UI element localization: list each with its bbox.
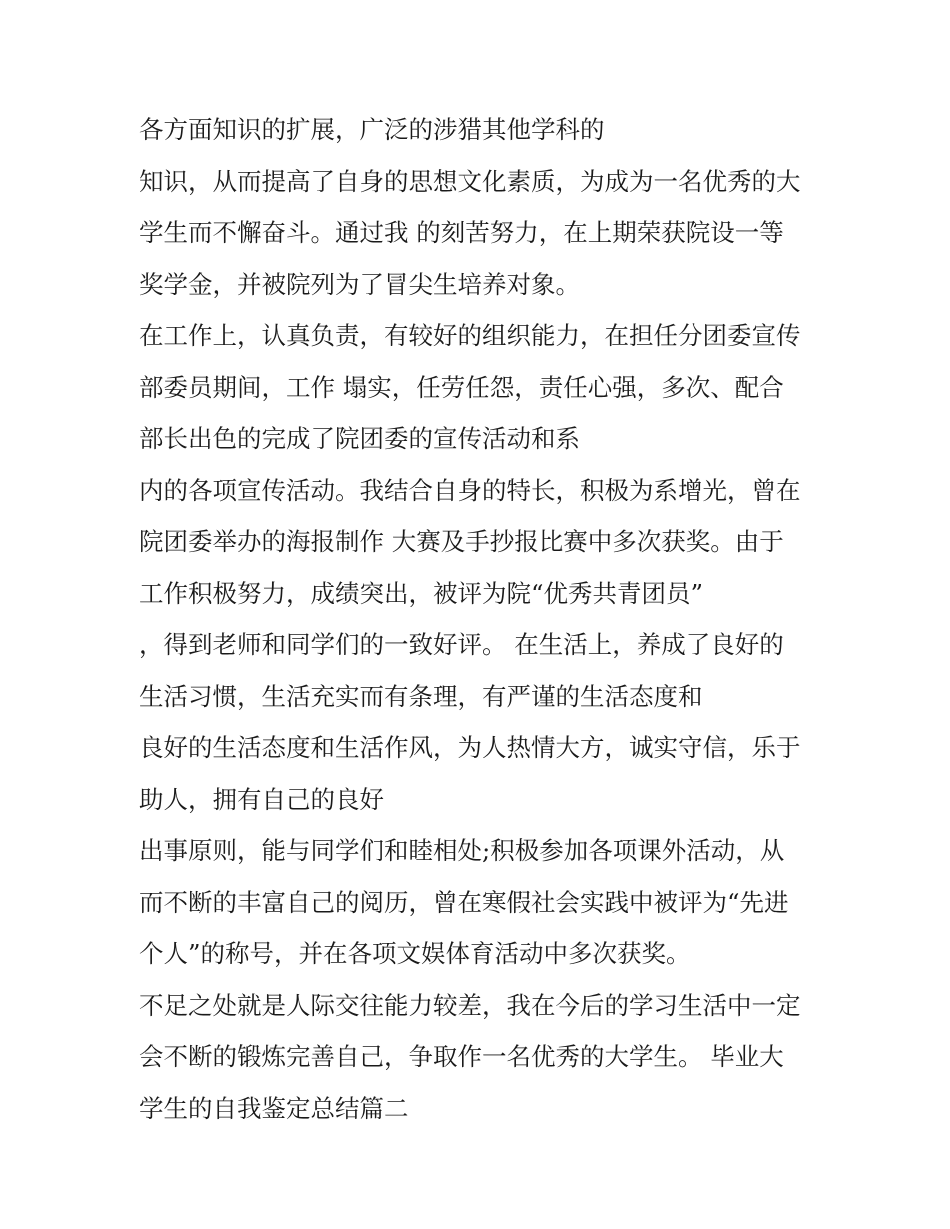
text-line: 各方面知识的扩展，广泛的涉猎其他学科的: [139, 115, 605, 144]
text-line: 良好的生活态度和生活作风，为人热情大方，诚实守信，乐于: [139, 733, 801, 762]
text-line: 内的各项宣传活动。我结合自身的特长，积极为系增光，曾在: [139, 475, 801, 505]
text-line: 生活习惯，生活充实而有条理，有严谨的生活态度和: [139, 681, 703, 711]
text-line: 会不断的锻炼完善自己，争取作一名优秀的大学生。 毕业大: [139, 1042, 784, 1071]
text-line: 在工作上，认真负责，有较好的组织能力，在担任分团委宣传: [139, 321, 801, 350]
text-line: 部委员期间，工作 塌实，任劳任怨，责任心强，多次、配合: [139, 372, 784, 402]
text-line: ，得到老师和同学们的一致好评。 在生活上，养成了良好的: [139, 630, 784, 659]
text-line: 学生而不懈奋斗。通过我 的刻苦努力，在上期荣获院设一等: [139, 218, 784, 247]
text-line: 助人，拥有自己的良好: [139, 784, 384, 814]
text-line: 出事原则，能与同学们和睦相处;积极参加各项课外活动，从: [139, 836, 785, 865]
text-line: 个人”的称号，并在各项文娱体育活动中多次获奖。: [139, 939, 691, 968]
text-line: 工作积极努力，成绩突出，被评为院“优秀共青团员”: [139, 578, 704, 608]
text-line: 部长出色的完成了院团委的宣传活动和系: [139, 424, 580, 453]
text-line: 院团委举办的海报制作 大赛及手抄报比赛中多次获奖。由于: [139, 527, 784, 556]
text-line: 学生的自我鉴定总结篇二: [139, 1093, 409, 1123]
text-line: 不足之处就是人际交往能力较差，我在今后的学习生活中一定: [139, 990, 801, 1020]
document-body: [139, 110, 829, 1140]
text-line: 奖学金，并被院列为了冒尖生培养对象。: [139, 269, 580, 299]
text-line: 知识，从而提高了自身的思想文化素质，为成为一名优秀的大: [139, 166, 801, 196]
text-line: 而不断的丰富自己的阅历，曾在寒假社会实践中被评为“先进: [139, 887, 789, 917]
